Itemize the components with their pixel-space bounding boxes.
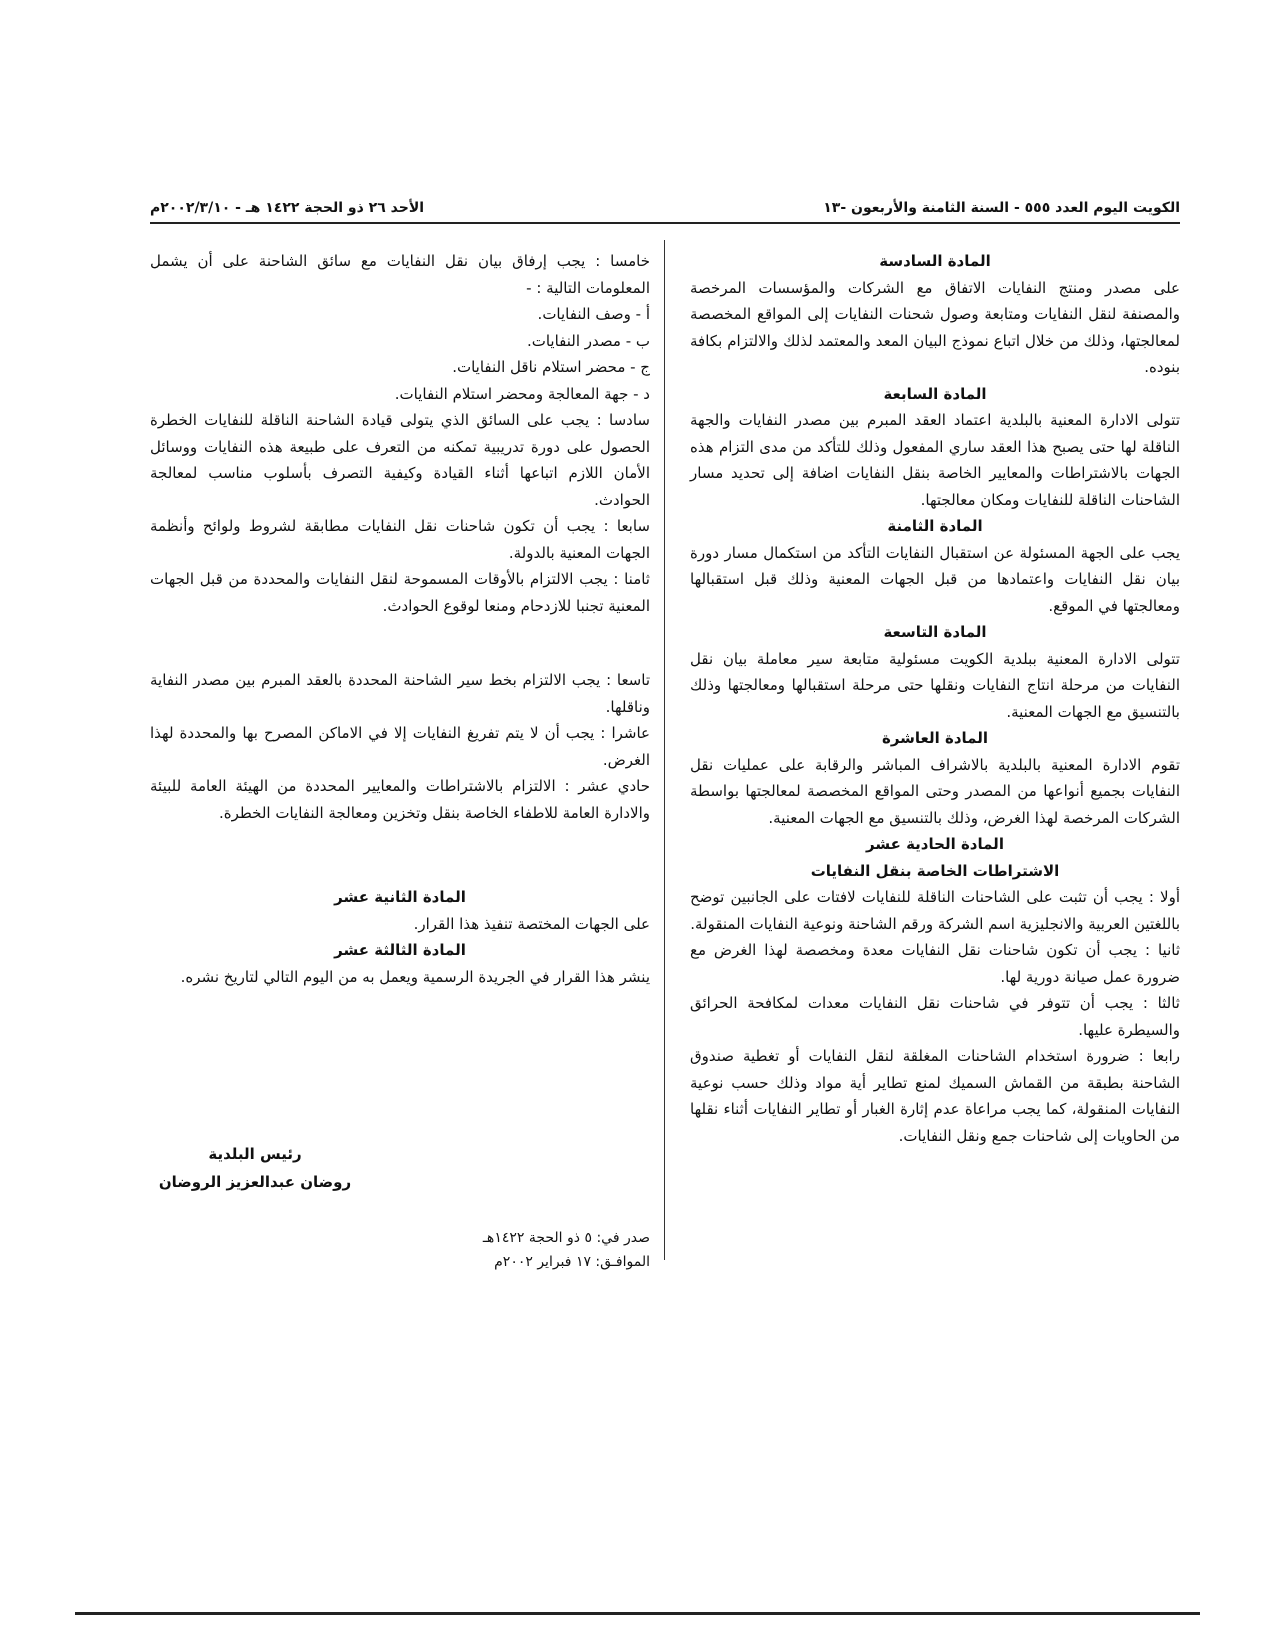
paragraph: تتولى الادارة المعنية بالبلدية اعتماد العقد المبرم بين مصدر النفايات والجهة الناقلة لها حتى يصبح هذا العقد ساري المفعول وذلك للتأكد من مدى التزام هذه الجهات بالاشتراطات والمعايير الخاصة بنقل النفايات اضافة إلى تحديد مسار الشاحنات الناقلة للنفايات ومكان معالجتها. [690,411,1180,509]
article-heading: المادة السادسة [879,252,991,270]
paragraph: تتولى الادارة المعنية ببلدية الكويت مسئولية متابعة سير معاملة بيان نقل النفايات من مرحلة انتاج النفايات ونقلها حتى مرحلة استقبالها ومعالجتها وذلك بالتنسيق مع الجهات المعنية. [690,649,1180,721]
paragraph: ثامنا : يجب الالتزام بالأوقات المسموحة لنقل النفايات والمحددة من قبل الجهات المعنية تجنبا للازدحام ومنعا لوقوع الحوادث. [150,570,650,615]
article-heading: المادة العاشرة [881,729,989,747]
article-heading: المادة الحادية عشر [866,835,1004,853]
column-divider [664,240,665,1260]
paragraph: ج - محضر استلام ناقل النفايات. [452,358,650,376]
article-heading: المادة الثامنة [887,517,983,535]
signature-block [150,1140,360,1196]
article-heading: المادة السابعة [883,384,987,403]
signature-title: رئيس البلدية [208,1145,302,1163]
header-date: الأحد ٢٦ ذو الحجة ١٤٢٢ هـ - ٢٠٠٢/٣/١٠م [150,200,425,216]
issued-gregorian-date: الموافـق: ١٧ فبراير ٢٠٠٢م [494,1254,650,1270]
paragraph: ب - مصدر النفايات. [526,331,650,350]
issued-hijri-date: صدر في: ٥ ذو الحجة ١٤٢٢هـ [482,1230,650,1246]
footer-rule [75,1612,1200,1615]
header-rule [150,222,1180,224]
paragraph: حادي عشر : الالتزام بالاشتراطات والمعايير المحددة من الهيئة العامة للبيئة والادارة العامة للاطفاء الخاصة بنقل وتخزين ومعالجة النفايات الخطرة. [150,777,650,822]
right-column [690,248,1180,1149]
paragraph-spacer [150,826,650,884]
paragraph: د - جهة المعالجة ومحضر استلام النفايات. [394,384,650,403]
article-heading: المادة الثالثة عشر [334,941,466,959]
paragraph: تقوم الادارة المعنية بالبلدية بالاشراف المباشر والرقابة على عمليات نقل النفايات بجميع أنواعها من المصدر وحتى المواقع المخصصة لمعالجتها بواسطة الشركات المرخصة لهذا الغرض، وذلك بالتنسيق مع الجهات المعنية. [690,755,1180,827]
paragraph: عاشرا : يجب أن لا يتم تفريغ النفايات إلا في الاماكن المصرح بها والمحددة لهذا الغرض. [150,724,650,769]
article-heading: المادة الثانية عشر [334,888,466,906]
paragraph: تاسعا : يجب الالتزام بخط سير الشاحنة المحددة بالعقد المبرم بين مصدر النفاية وناقلها. [150,671,650,716]
paragraph: رابعا : ضرورة استخدام الشاحنات المغلقة لنقل النفايات أو تغطية صندوق الشاحنة بطبقة من القماش السميك لمنع تطاير أية مواد وذلك حسب نوعية النفايات المنقولة، كما يجب مراعاة عدم إثارة الغبار أو تطاير النفايات أثناء نقلها من الحاويات إلى شاحنات جمع ونقل النفايات. [690,1047,1180,1145]
article-heading: المادة التاسعة [883,623,987,641]
paragraph: ينشر هذا القرار في الجريدة الرسمية ويعمل به من اليوم التالي لتاريخ نشره. [180,967,650,986]
paragraph: يجب على الجهة المسئولة عن استقبال النفايات التأكد من استكمال مسار دورة بيان نقل النفايات واعتمادها من قبل الجهات المعنية وذلك قبل استقبالها ومعالجتها في الموقع. [690,543,1180,615]
header-issue-info: الكويت اليوم العدد ٥٥٥ - السنة الثامنة والأربعون -١٣ [823,200,1180,216]
paragraph: على الجهات المختصة تنفيذ هذا القرار. [413,914,650,933]
signature-name: روضان عبدالعزيز الروضان [158,1173,352,1191]
paragraph: ثانيا : يجب أن تكون شاحنات نقل النفايات معدة ومخصصة لهذا الغرض مع ضرورة عمل صيانة دورية لها. [690,941,1180,986]
paragraph: ثالثا : يجب أن تتوفر في شاحنات نقل النفايات معدات لمكافحة الحرائق والسيطرة عليها. [690,994,1180,1039]
paragraph: خامسا : يجب إرفاق بيان نقل النفايات مع سائق الشاحنة على أن يشمل المعلومات التالية : - [150,252,650,297]
article-heading: الاشتراطات الخاصة بنقل النفايات [810,861,1060,880]
issued-date-block [380,1226,650,1274]
paragraph: أولا : يجب أن تثبت على الشاحنات الناقلة للنفايات لافتات على الجانبين توضح باللغتين العربية والانجليزية اسم الشركة ورقم الشاحنة ونوعية النفايات المنقولة. [690,888,1180,933]
paragraph: سادسا : يجب على السائق الذي يتولى قيادة الشاحنة الناقلة للنفايات الخطرة الحصول على دورة تدريبية تمكنه من التعرف على طبيعة هذه النفايات ووسائل الأمان اللازم اتباعها أثناء القيادة وكيفية التصرف بأسلوب مناسب لمعالجة الحوادث. [150,411,650,509]
paragraph: على مصدر ومنتج النفايات الاتفاق مع الشركات والمؤسسات المرخصة والمصنفة لنقل النفايات ومتابعة وصول شحنات النفايات إلى المواقع المخصصة لمعالجتها، وذلك من خلال اتباع نموذج البيان المعد والمعتمد لذلك والالتزام بكافة بنوده. [690,278,1180,376]
paragraph: سابعا : يجب أن تكون شاحنات نقل النفايات مطابقة لشروط ولوائح وأنظمة الجهات المعنية بالدولة. [150,517,650,562]
paragraph: أ - وصف النفايات. [537,305,650,323]
paragraph-spacer [150,619,650,667]
left-column [150,248,650,990]
